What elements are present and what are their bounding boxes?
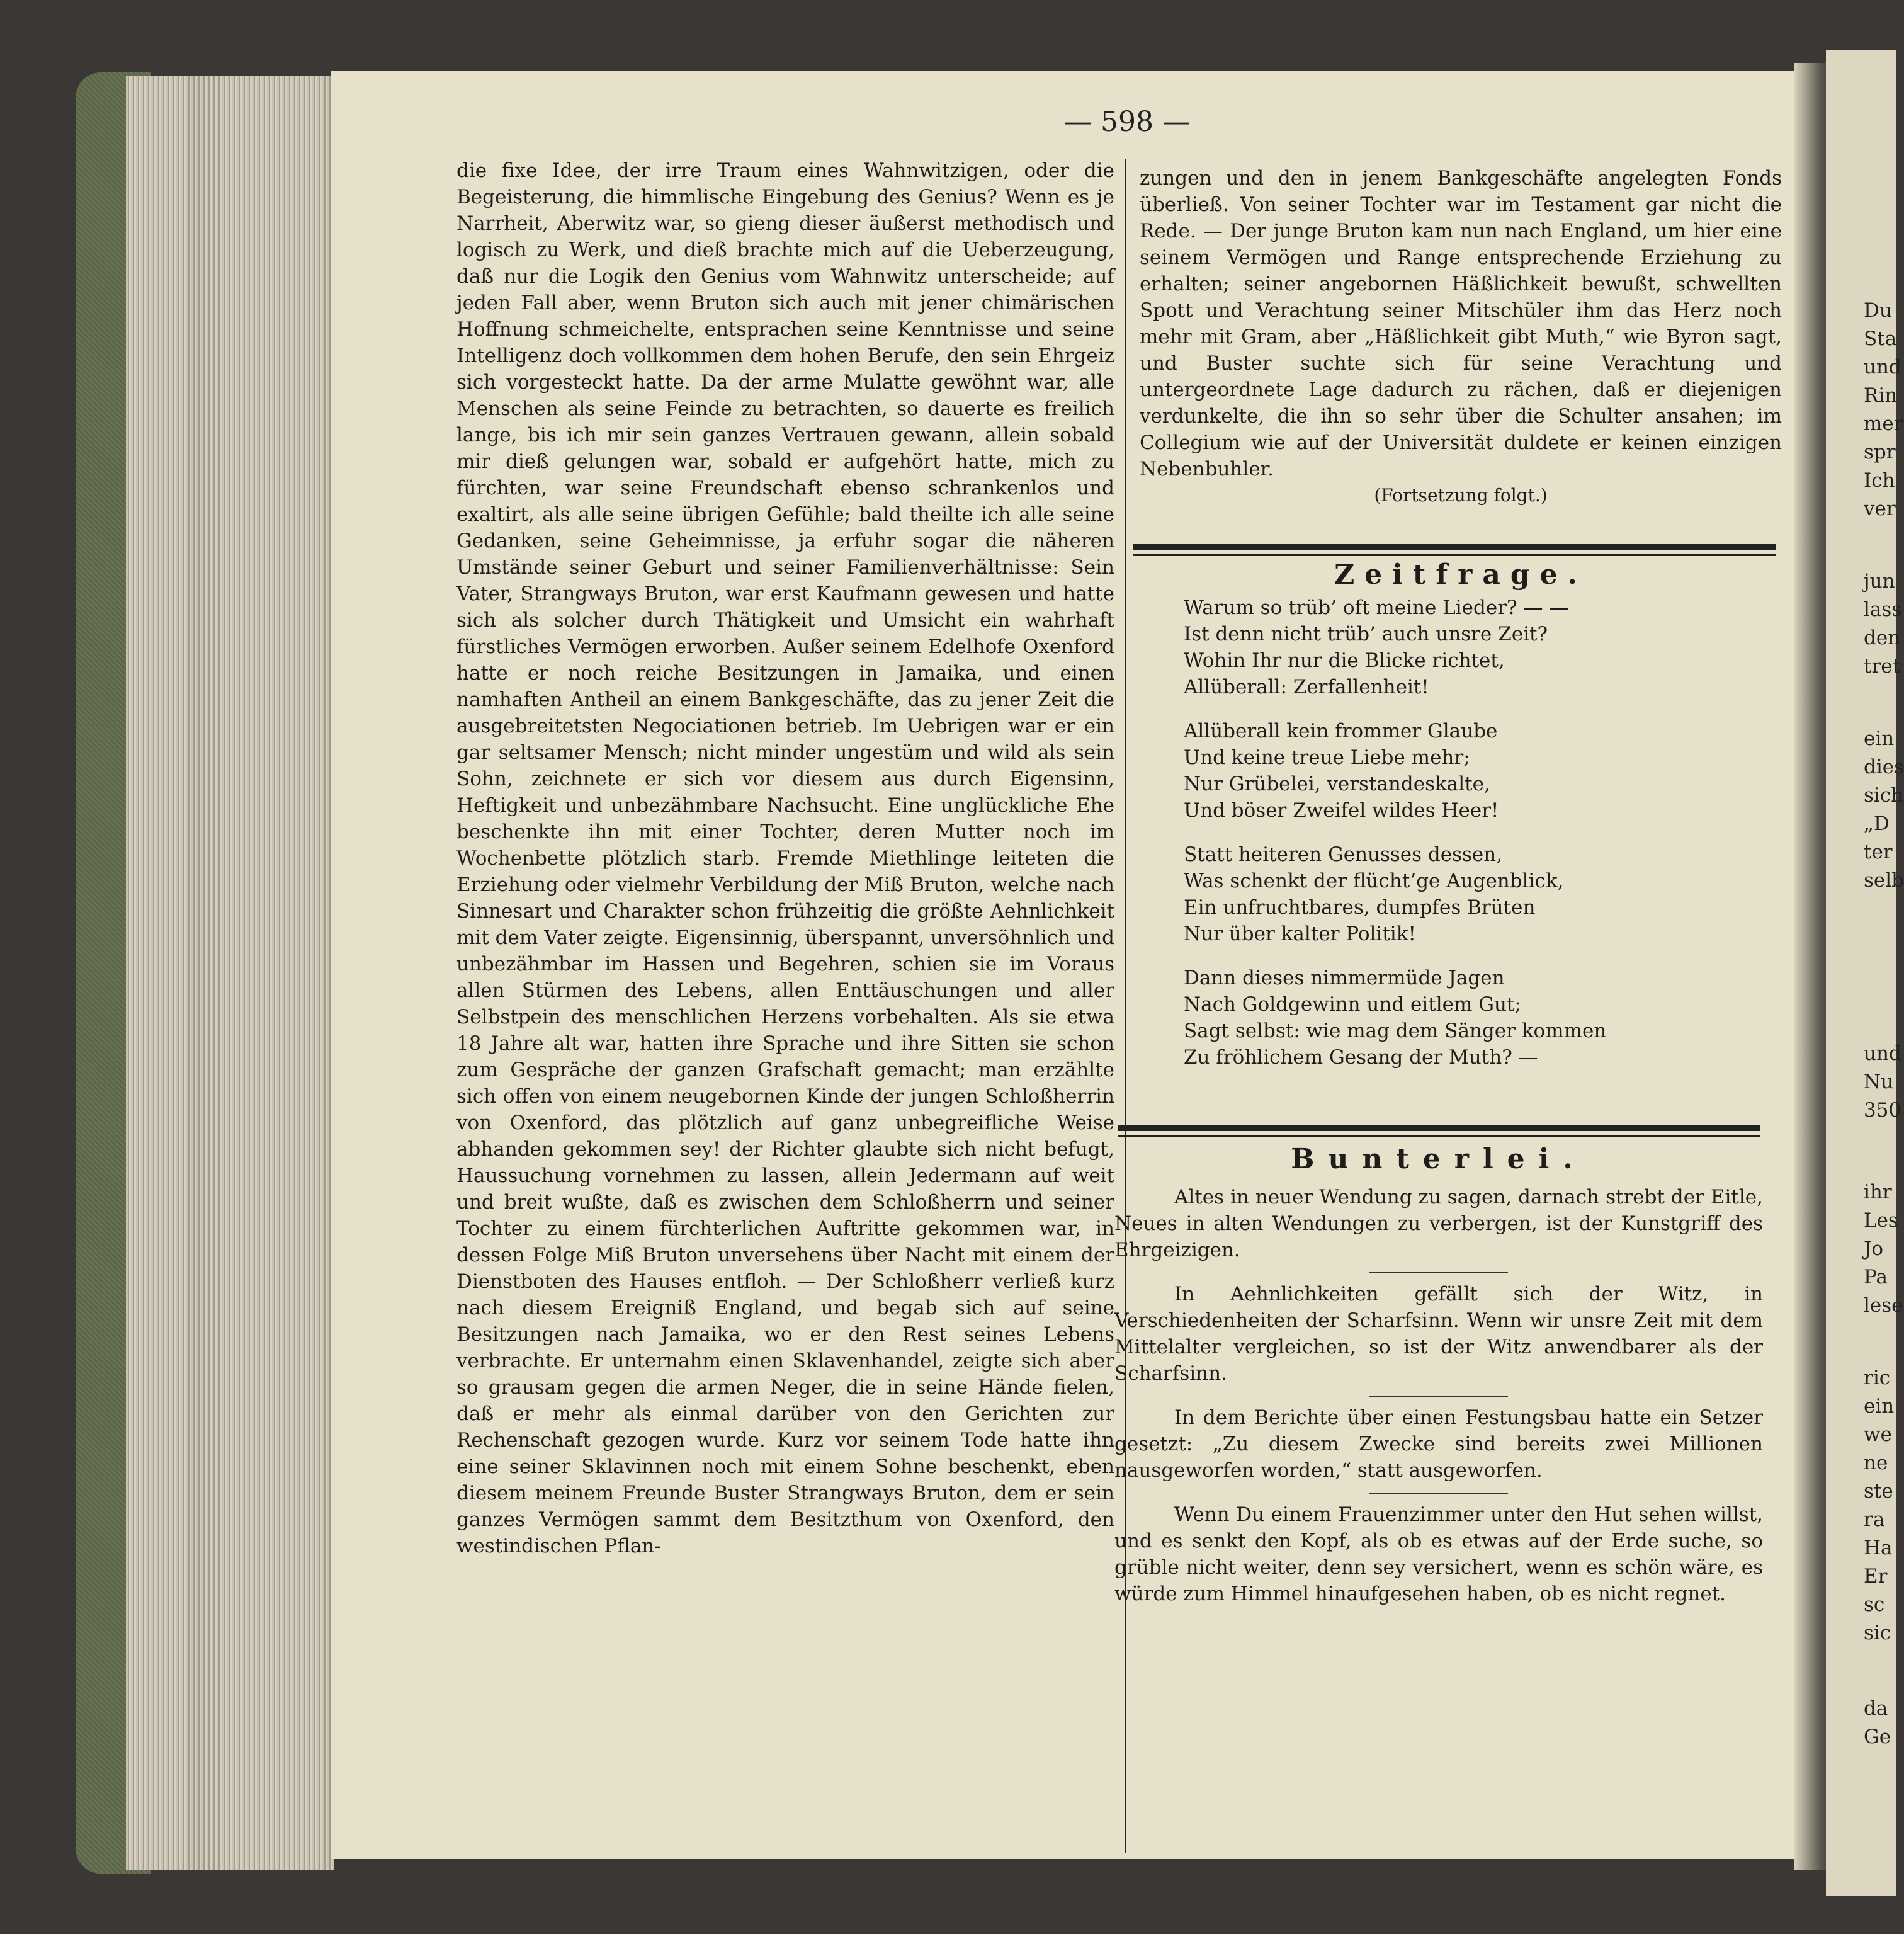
right-page-fragment: ra — [1864, 1508, 1885, 1531]
poem-line: Und keine treue Liebe mehr; — [1184, 746, 1470, 769]
right-page-fragment: sich — [1864, 784, 1904, 807]
poem-line: Ein unfruchtbares, dumpfes Brüten — [1184, 896, 1536, 919]
misc-item: In dem Berichte über einen Festungsbau hatte ein Setzer gesetzt: „Zu diesem Zwecke sind bereits zwei Millionen nausgeworfen worden,“ statt ausgeworfen. — [1114, 1406, 1763, 1482]
right-page-fragment: mer — [1864, 412, 1903, 435]
poem-line: Sagt selbst: wie mag dem Sänger kommen — [1184, 1020, 1607, 1042]
column-right — [1140, 165, 1782, 509]
right-page-fragment: ein — [1864, 727, 1895, 750]
page-edges — [126, 76, 334, 1870]
right-page-fragment: 350 — [1864, 1099, 1901, 1122]
column-left — [456, 157, 1114, 1559]
right-page-fragment: jun — [1864, 570, 1895, 593]
story-text: die fixe Idee, der irre Traum eines Wahnwitzigen, oder die Begeisterung, die himmlische Eingebung des Genius? Wenn es je Narrheit, Aberwitz war, so gieng dieser äußerst methodisch und logisch zu Werk, und dieß brachte mich auf die Ueberzeugung, daß nur die Logik den Genius vom Wahnwitz unterscheide; auf jeden Fall aber, wenn Bruton sich auch mit jener chimärischen Hoffnung schmeichelte, entsprachen seine Kenntnisse und seine Intelligenz doch vollkommen dem hohen Berufe, den sein Ehrgeiz sich vorgesteckt hatte. Da der arme Mulatte gewöhnt war, alle Menschen als seine Feinde zu betrachten, so dauerte es freilich lange, bis ich mir sein ganzes Vertrauen gewann, allein sobald mir dieß gelungen war, sobald er aufgehört hatte, mich zu fürchten, war seine Freundschaft ebenso schrankenlos und exaltirt, als alle seine übrigen Gefühle; bald theilte ich alle seine Gedanken, seine Geheimnisse, ja erfuhr sogar die näheren Umstände seiner Geburt und seiner Familienverhältnisse: Sein Vater, Strangways Bruton, war erst Kaufmann gewesen und hatte sich als solcher durch Thätigkeit und Umsicht ein wahrhaft fürstliches Vermögen erworben. Außer seinem Edelhofe Oxenford hatte er noch reiche Besitzungen in Jamaika, und einen namhaften Antheil an einem Bankgeschäfte, das zu jener Zeit die ausgebreitetsten Negociationen betrieb. Im Uebrigen war er ein gar seltsamer Mensch; nicht minder ungestüm und wild als sein Sohn, zeichnete er sich vor diesem aus durch Eigensinn, Heftigkeit und unbezähmbare Nachsucht. Eine unglückliche Ehe beschenkte ihn mit einer Tochter, deren Mutter noch im Wochenbette plötzlich starb. Fremde Miethlinge leiteten die Erziehung oder vielmehr Verbildung der Miß Bruton, welche nach Sinnesart und Charakter schon frühzeitig die größte Aehnlichkeit mit dem Vater zeigte. Eigensinnig, überspannt, unversöhnlich und unbezähmbar im Hassen und Begehren, schien sie im Voraus allen Stürmen des Lebens, allen Enttäuschungen und aller Selbstpein des menschlichen Herzens vorbehalten. Als sie etwa 18 Jahre alt war, hatten ihre Sprache und ihre Sitten sie schon zum Gespräche der ganzen Grafschaft gemacht; man erzählte sich offen von einem neugebornen Kinde der jungen Schloßherrin von Oxenford, das plötzlich auf ganz unbegreifliche Weise abhanden gekommen sey! der Richter glaubte sich nicht befugt, Haussuchung vornehmen zu lassen, allein Jedermann auf weit und breit wußte, daß es zwischen dem Schloßherrn und seiner Tochter zu einem fürchterlichen Auftritte gekommen war, in dessen Folge Miß Bruton unversehens über Nacht mit einem der Dienstboten des Hauses entfloh. — Der Schloßherr verließ kurz nach diesem Ereigniß England, und begab sich auf seine Besitzungen nach Jamaika, wo er den Rest seines Lebens verbrachte. Er unternahm einen Sklavenhandel, zeigte sich aber so grausam gegen die armen Neger, die in seine Hände fielen, daß er mehr als einmal darüber von den Gerichten zur Rechenschaft gezogen wurde. Kurz vor seinem Tode hatte ihn eine seiner Sklavinnen noch mit einem Sohne beschenkt, eben diesem meinem Freunde Buster Strangways Bruton, dem er sein ganzes Vermögen sammt dem Besitzthum von Oxenford, den westindischen Pflan- — [456, 159, 1114, 1557]
right-page-fragment: „D — [1864, 812, 1890, 835]
misc-item: In Aehnlichkeiten gefällt sich der Witz, in Verschiedenheiten der Scharfsinn. Wenn wir unsre Zeit mit dem Mittelalter vergleichen, so ist der Witz anwendbarer als der Scharfsinn. — [1114, 1283, 1763, 1385]
poem-line: Nach Goldgewinn und eitlem Gut; — [1184, 993, 1521, 1016]
section-rule — [1133, 544, 1776, 550]
right-page-fragment: ihr — [1864, 1181, 1892, 1203]
right-page-fragment: ne — [1864, 1452, 1888, 1474]
right-page-fragment: ste — [1864, 1480, 1893, 1503]
poem-stanza — [1184, 594, 1782, 700]
item-separator — [1369, 1493, 1508, 1494]
section-rule-thin — [1133, 554, 1776, 556]
item-separator — [1369, 1272, 1508, 1273]
poem-line: Was schenkt der flücht’ge Augenblick, — [1184, 870, 1564, 892]
right-page-fragment: ric — [1864, 1367, 1891, 1389]
continuation-note: (Fortsetzung folgt.) — [1374, 485, 1548, 506]
poem-title: Zeitfrage. — [1334, 559, 1587, 591]
right-page-fragment: Er — [1864, 1565, 1888, 1588]
poem-line: Ist denn nicht trüb’ auch unsre Zeit? — [1184, 623, 1548, 646]
poem-stanzas — [1140, 594, 1782, 1071]
poem-line: Allüberall: Zerfallenheit! — [1184, 676, 1429, 698]
right-page-fragment: ver — [1864, 498, 1896, 520]
right-page-fragment: sic — [1864, 1622, 1891, 1644]
misc-items — [1114, 1184, 1763, 1607]
right-page-fragment: dies — [1864, 756, 1904, 778]
right-page-fragment: den — [1864, 627, 1901, 649]
right-page-fragment: Sta — [1864, 327, 1897, 350]
right-page-fragment: sc — [1864, 1593, 1885, 1616]
poem-line: Allüberall kein frommer Glaube — [1184, 720, 1498, 742]
poem-line: Nur Grübelei, verstandeskalte, — [1184, 773, 1490, 795]
right-page-fragment: lese — [1864, 1294, 1903, 1317]
misc-section — [1114, 1143, 1763, 1607]
right-page-fragment: Pa — [1864, 1266, 1888, 1288]
poem-line: Dann dieses nimmermüde Jagen — [1184, 967, 1505, 989]
right-page-fragment: und — [1864, 1042, 1901, 1065]
right-page-fragment: Du — [1864, 299, 1892, 322]
poem-line: Nur über kalter Politik! — [1184, 923, 1416, 945]
right-page-fragment: da — [1864, 1697, 1888, 1720]
right-page-fragment: ter — [1864, 841, 1893, 863]
poem-line: Wohin Ihr nur die Blicke richtet, — [1184, 649, 1505, 672]
poem-line: Statt heiteren Genusses dessen, — [1184, 843, 1503, 866]
right-page-fragment: und — [1864, 356, 1901, 378]
right-page-fragment: we — [1864, 1423, 1892, 1446]
right-page-fragment: ein — [1864, 1395, 1895, 1418]
misc-item: Altes in neuer Wendung zu sagen, darnach strebt der Eitle, Neues in alten Wendungen zu verbergen, ist der Kunstgriff des Ehrgeizigen. — [1114, 1186, 1763, 1261]
right-page-fragment: Nu — [1864, 1071, 1894, 1093]
section-rule — [1118, 1125, 1760, 1131]
right-page-fragment: Rin — [1864, 384, 1898, 407]
right-page-fragment: lass — [1864, 598, 1902, 621]
right-page-fragment: Ha — [1864, 1537, 1893, 1559]
page-number: — 598 — — [1064, 106, 1190, 138]
misc-title: Bunterlei. — [1291, 1143, 1587, 1175]
section-rule-thin — [1118, 1135, 1760, 1137]
right-page-fragment: tret — [1864, 655, 1901, 678]
story-continuation: zungen und den in jenem Bankgeschäfte angelegten Fonds überließ. Von seiner Tochter war im Testament gar nicht die Rede. — Der junge Bruton kam nun nach England, um hier eine seinem Vermögen und Range entsprechende Erziehung zu erhalten; seiner angebornen Häßlichkeit bewußt, schwellten Spott und Verachtung seiner Mitschüler ihm das Herz noch mehr mit Gram, aber „Häßlichkeit gibt Muth,“ wie Byron sagt, und Buster suchte sich für seine Verachtung und untergeordnete Lage dadurch zu rächen, daß er diejenigen verdunkelte, die ihn so sehr über die Schulter ansahen; im Collegium wie auf der Universität duldete er keinen einzigen Nebenbuhler. — [1140, 167, 1782, 481]
misc-item: Wenn Du einem Frauenzimmer unter den Hut sehen willst, und es senkt den Kopf, als ob es etwas auf der Erde suche, so grüble nicht weiter, denn sey versichert, wenn es schön wäre, es würde zum Himmel hinaufgesehen haben, ob es nicht regnet. — [1114, 1503, 1763, 1605]
poem-stanza — [1184, 718, 1782, 824]
poem-stanza — [1184, 841, 1782, 947]
item-separator — [1369, 1396, 1508, 1397]
poem-line: Zu fröhlichem Gesang der Muth? — — [1184, 1046, 1538, 1069]
poem-section — [1140, 559, 1782, 1088]
right-page-fragment: selb — [1864, 869, 1904, 892]
poem-line: Und böser Zweifel wildes Heer! — [1184, 799, 1499, 822]
right-page-fragment: Ge — [1864, 1726, 1891, 1748]
right-page-fragment: Jo — [1864, 1237, 1884, 1260]
right-page-fragment: spr — [1864, 441, 1896, 464]
poem-stanza — [1184, 965, 1782, 1071]
poem-line: Warum so trüb’ oft meine Lieder? — — — [1184, 596, 1569, 619]
right-page-fragment: Les — [1864, 1209, 1898, 1232]
right-page-fragment: Ich — [1864, 469, 1895, 492]
